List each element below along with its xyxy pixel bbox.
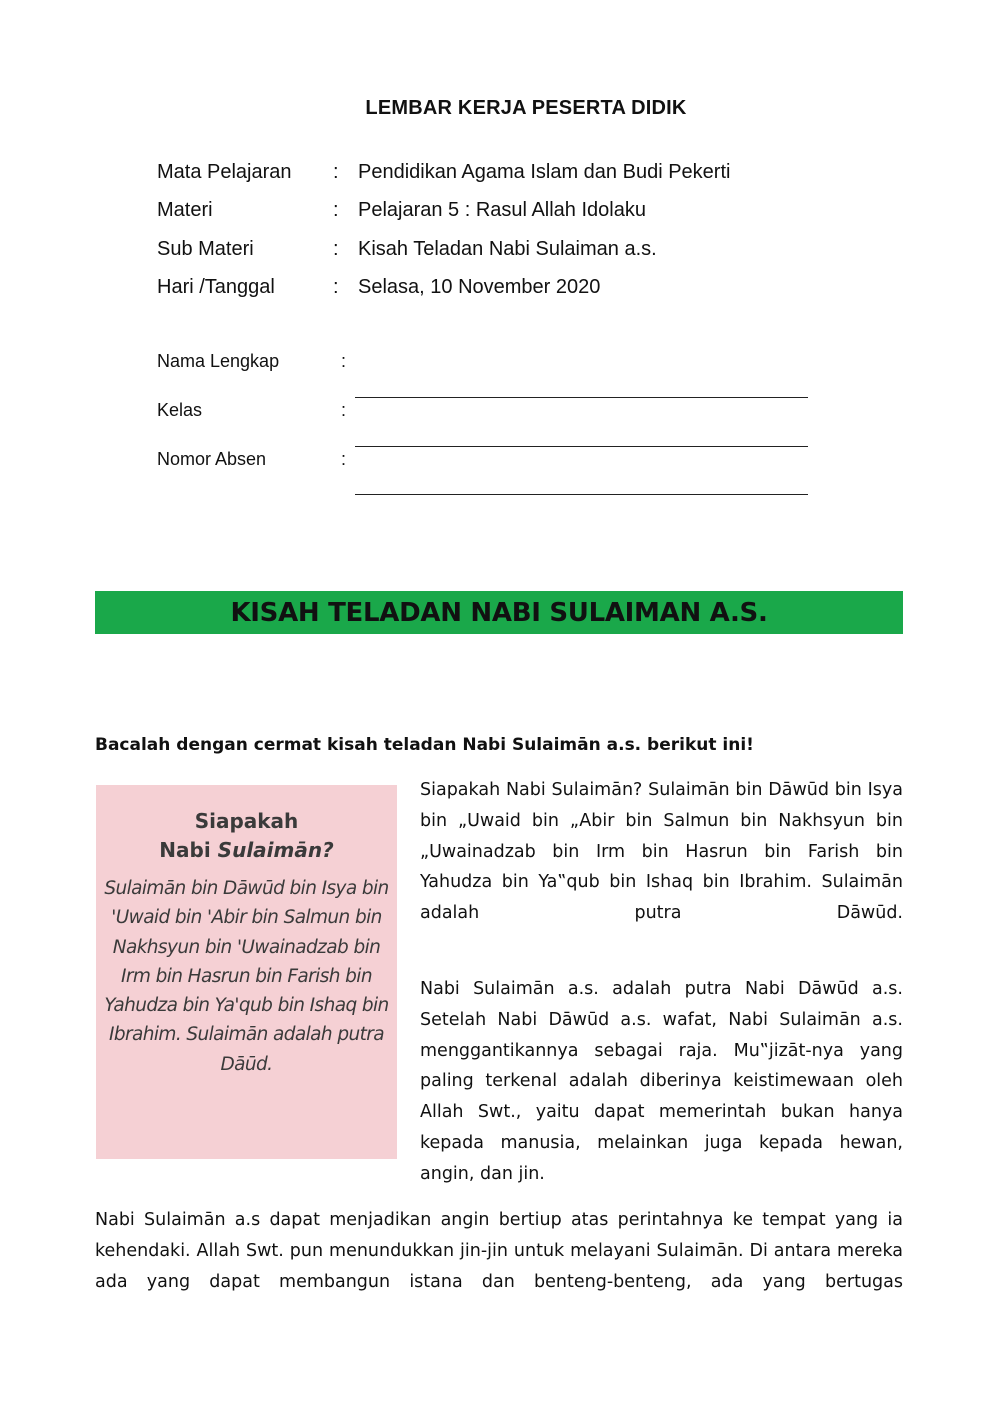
info-colon: : xyxy=(333,276,339,298)
info-label-material: Materi xyxy=(157,199,213,221)
form-colon: : xyxy=(341,351,347,371)
info-label-date: Hari /Tanggal xyxy=(157,276,275,298)
info-label-submaterial: Sub Materi xyxy=(157,238,254,260)
info-colon: : xyxy=(333,238,339,260)
form-colon: : xyxy=(341,449,347,469)
infobox-heading-nabi: Nabi xyxy=(159,838,211,862)
infobox xyxy=(96,785,397,1159)
page-title: LEMBAR KERJA PESERTA DIDIK xyxy=(365,97,687,119)
info-colon: : xyxy=(333,199,339,221)
infobox-heading-name: Sulaimān? xyxy=(217,838,334,862)
story-paragraph-1: Siapakah Nabi Sulaimān? Sulaimān bin Dāwūd bin Isya bin „Uwaid bin „Abir bin Salmun bin Nakhsyun bin „Uwainadzab bin Irm bin Hasrun bin Farish bin Yahudza bin Ya‟qub bin Ishaq bin Ibrahim. Sulaimān adalah putra Dāwūd. xyxy=(420,780,903,924)
info-value-submaterial: Kisah Teladan Nabi Sulaiman a.s. xyxy=(358,238,657,260)
story-paragraph-2: Nabi Sulaimān a.s. adalah putra Nabi Dāwūd a.s. Setelah Nabi Dāwūd a.s. wafat, Nabi Sulaimān a.s. menggantikannya sebagai raja. Mu‟jizāt-nya yang paling terkenal adalah diberinya keistimewaan oleh Allah Swt., yaitu dapat memerintah bukan hanya kepada manusia, melainkan juga kepada hewan, angin, dan jin. xyxy=(420,979,903,1184)
form-label-class: Kelas xyxy=(157,400,203,420)
infobox-heading-line1: Siapakah xyxy=(194,809,299,833)
info-value-date: Selasa, 10 November 2020 xyxy=(358,276,601,298)
banner-title: KISAH TELADAN NABI SULAIMAN A.S. xyxy=(230,597,768,628)
info-value-subject: Pendidikan Agama Islam dan Budi Pekerti xyxy=(358,161,731,183)
form-label-fullname: Nama Lengkap xyxy=(157,351,280,371)
form-colon: : xyxy=(341,400,347,420)
story-paragraph-3: Nabi Sulaimān a.s dapat menjadikan angin bertiup atas perintahnya ke tempat yang ia kehendaki. Allah Swt. pun menundukkan jin-jin untuk melayani Sulaimān. Di antara mereka ada yang dapat membangun istana dan benteng-benteng, ada yang bertugas xyxy=(95,1210,903,1292)
info-value-material: Pelajaran 5 : Rasul Allah Idolaku xyxy=(358,199,646,221)
infobox-body: Sulaimān bin Dāwūd bin Isya bin 'Uwaid bin 'Abir bin Salmun bin Nakhsyun bin 'Uwainadzab bin Irm bin Hasrun bin Farish bin Yahudza bin Ya'qub bin Ishaq bin Ibrahim. Sulaimān adalah putra Dāūd. xyxy=(104,878,389,1075)
story-banner xyxy=(95,591,903,634)
info-label-subject: Mata Pelajaran xyxy=(157,161,292,183)
form-label-attendance-number: Nomor Absen xyxy=(157,449,267,469)
fullname-field-line[interactable] xyxy=(355,397,808,398)
reading-instruction: Bacalah dengan cermat kisah teladan Nabi Sulaimān a.s. berikut ini! xyxy=(95,735,754,755)
class-field-line[interactable] xyxy=(355,446,808,447)
info-colon: : xyxy=(333,161,339,183)
infobox-heading xyxy=(96,807,397,865)
attendance-number-field-line[interactable] xyxy=(355,494,808,495)
